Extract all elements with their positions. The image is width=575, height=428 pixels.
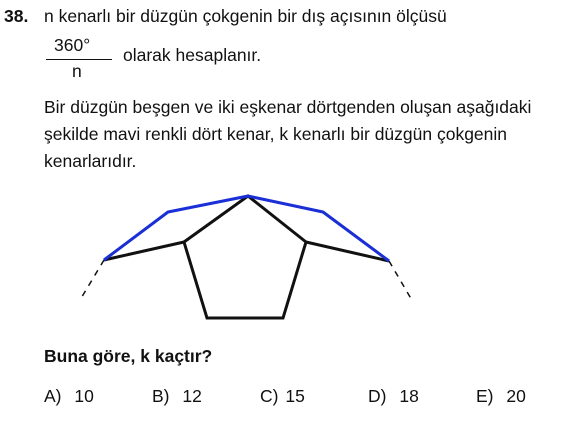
choice-value: 20: [506, 386, 526, 406]
choice-letter: D): [368, 386, 387, 406]
choice-value: 12: [182, 386, 202, 406]
fraction-bar: [46, 59, 112, 60]
choice-a[interactable]: [44, 386, 94, 407]
question-prompt: Buna göre, k kaçtır?: [44, 346, 213, 366]
fraction-numerator: 360°: [54, 35, 91, 55]
choice-value: 15: [285, 386, 305, 406]
choice-letter: A): [44, 386, 62, 406]
choice-letter: C): [260, 386, 279, 406]
choice-d[interactable]: [368, 386, 419, 407]
choice-b[interactable]: [152, 386, 202, 407]
choice-e[interactable]: [476, 386, 526, 407]
question-intro: n kenarlı bir düzgün çokgenin bir dış açısının ölçüsü: [44, 6, 447, 26]
answer-choices: [0, 386, 575, 414]
question-number: 38.: [4, 6, 29, 26]
question-paragraph: Bir düzgün beşgen ve iki eşkenar dörtgenden oluşan aşağıdaki şekilde mavi renkli dört kenar, k kenarlı bir düzgün çokgenin kenarlarıdır.: [44, 97, 532, 171]
choice-value: 18: [399, 386, 419, 406]
right-dashed-continuation: [389, 261, 413, 302]
fraction: [46, 35, 112, 81]
fraction-trailing-text: olarak hesaplanır.: [123, 45, 262, 65]
choice-letter: B): [152, 386, 170, 406]
choice-c[interactable]: [260, 386, 305, 407]
geometry-figure: [0, 180, 575, 340]
choice-value: 10: [74, 386, 94, 406]
choice-letter: E): [476, 386, 494, 406]
left-dashed-continuation: [80, 260, 104, 300]
regular-pentagon: [184, 196, 306, 318]
fraction-denominator: n: [72, 61, 82, 81]
